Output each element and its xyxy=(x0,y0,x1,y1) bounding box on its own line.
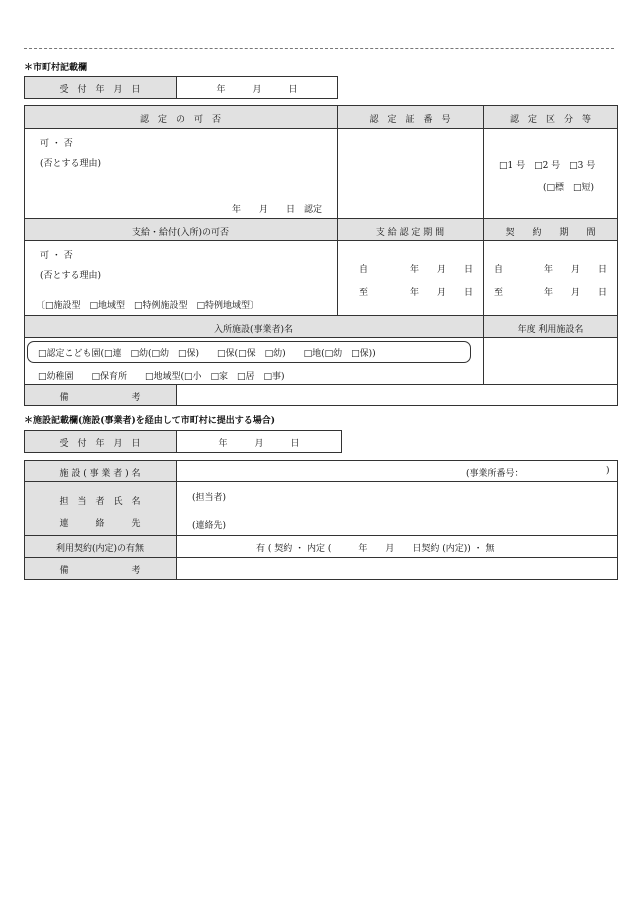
support-period-header: 支 給 認 定 期 間 xyxy=(375,228,445,238)
support-period-to-date[interactable]: 年 月 日 xyxy=(410,288,474,298)
year-facility-header: 年度 利用施設名 xyxy=(517,325,584,335)
facility-header: 入所施設(事業者)名 xyxy=(213,325,294,335)
office-number-close: ) xyxy=(606,466,610,476)
cert-reason[interactable]: (否とする理由) xyxy=(40,159,102,169)
facility-option-row2[interactable]: □幼稚園 □保育所 □地域型(□小 □家 □居 □事) xyxy=(38,372,285,382)
cert-yesno[interactable]: 可 ・ 否 xyxy=(40,139,73,149)
cert-class-header: 認 定 区 分 等 xyxy=(509,115,591,125)
support-period-from-label: 自 xyxy=(359,265,369,275)
support-period-to-label: 至 xyxy=(359,288,369,298)
contact-value[interactable]: (連絡先) xyxy=(192,521,227,531)
receipt-date-value[interactable]: 年 月 日 xyxy=(216,85,298,95)
facility-remarks-label: 備 考 xyxy=(59,566,141,576)
staff-name-label: 担 当 者 氏 名 xyxy=(59,497,141,507)
staff-name-value[interactable]: (担当者) xyxy=(192,493,227,503)
facility-section-title: ＊施設記載欄(施設(事業者)を経由して市町村に提出する場合) xyxy=(24,416,276,426)
cut-line xyxy=(24,48,614,49)
cert-class-sub-options[interactable]: (□標 □短) xyxy=(543,183,595,193)
cert-header: 認 定 の 可 否 xyxy=(139,115,221,125)
contact-label: 連 絡 先 xyxy=(59,519,141,529)
cert-class-options[interactable]: □1 号 □2 号 □3 号 xyxy=(499,161,596,171)
contract-status-value[interactable]: 有 ( 契約 ・ 内定 ( 年 月 日契約 (内定)) ・ 無 xyxy=(256,544,495,554)
support-reason[interactable]: (否とする理由) xyxy=(40,271,102,281)
remarks-label: 備 考 xyxy=(59,393,141,403)
contract-period-to-date[interactable]: 年 月 日 xyxy=(544,288,608,298)
municipal-section-title: ＊市町村記載欄 xyxy=(24,63,88,73)
facility-receipt-date-value[interactable]: 年 月 日 xyxy=(218,439,300,449)
contract-period-to-label: 至 xyxy=(494,288,504,298)
cert-number-header: 認 定 証 番 号 xyxy=(369,115,451,125)
contract-period-from-date[interactable]: 年 月 日 xyxy=(544,265,608,275)
receipt-date-label: 受 付 年 月 日 xyxy=(59,85,141,95)
contract-period-header: 契 約 期 間 xyxy=(505,228,596,238)
facility-receipt-date-label: 受 付 年 月 日 xyxy=(59,439,141,449)
support-header: 支給・給付(入所)の可否 xyxy=(131,228,230,238)
office-number-label[interactable]: (事業所番号： xyxy=(466,469,524,479)
cert-date[interactable]: 年 月 日 認定 xyxy=(232,205,323,215)
facility-option-row1[interactable]: □認定こども園(□連 □幼(□幼 □保) □保(□保 □幼) □地(□幼 □保)) xyxy=(38,349,376,359)
contract-period-from-label: 自 xyxy=(494,265,504,275)
support-period-from-date[interactable]: 年 月 日 xyxy=(410,265,474,275)
facility-name-label: 施 設 ( 事 業 者 ) 名 xyxy=(59,469,141,479)
contract-status-label: 利用契約(内定)の有無 xyxy=(55,544,145,554)
facility-type-options[interactable]: 〔□施設型 □地域型 □特例施設型 □特例地域型〕 xyxy=(36,301,260,311)
support-yesno[interactable]: 可 ・ 否 xyxy=(40,251,73,261)
